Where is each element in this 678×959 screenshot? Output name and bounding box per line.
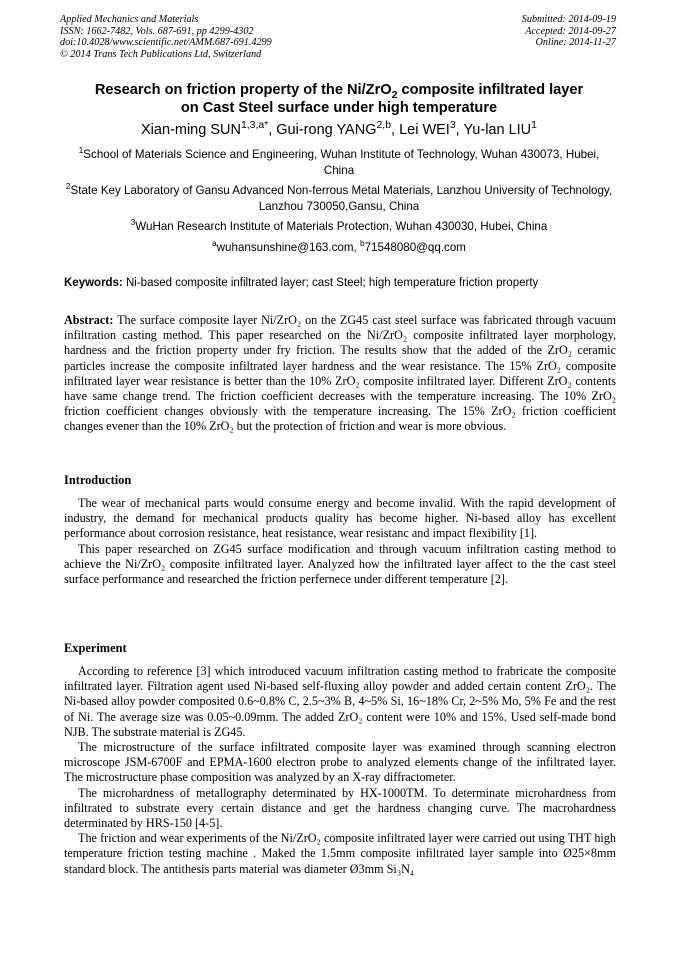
copyright-line: © 2014 Trans Tech Publications Ltd, Switzerland	[60, 48, 262, 60]
author-2-sep: ,	[391, 122, 400, 138]
email-b[interactable]: 71548080@qq.com	[364, 241, 466, 254]
journal-info	[60, 14, 272, 60]
keywords-label: Keywords:	[64, 277, 123, 289]
submitted-date: Submitted: 2014-09-19	[521, 14, 616, 25]
accepted-date: Accepted: 2014-09-27	[525, 25, 616, 37]
keywords-line	[64, 276, 616, 291]
author-4-name: Yu-lan LIU	[463, 122, 532, 138]
keywords-text: Ni-based composite infiltrated layer; cast Steel; high temperature friction property	[122, 277, 539, 289]
title-line2: on Cast Steel surface under high temperature	[180, 100, 498, 116]
affiliation-3-text: WuHan Research Institute of Materials Protection, Wuhan 430030, Hubei, China	[135, 220, 548, 233]
exp-paragraph-4: The friction and wear experiments of the Ni/ZrO₂ composite infiltrated layer were carried out using THT high temperature friction testing machine . Maked the 1.5mm composite infiltrated layer sample into Ø25×8mm standard block. The antithesis parts material was diameter Ø3mm Si₃N₄	[64, 831, 616, 876]
author-4-sup: 1	[531, 120, 537, 132]
affiliation-1	[64, 147, 614, 178]
introduction-heading: Introduction	[64, 473, 132, 487]
abstract-label: Abstract:	[64, 313, 114, 327]
author-3-name: Lei WEI	[399, 122, 450, 138]
introduction-body	[64, 496, 616, 587]
author-2-sup: 2,b	[376, 120, 391, 132]
affiliation-2-text: State Key Laboratory of Gansu Advanced Non-ferrous Metal Materials, Lanzhou University of Technology, Lanzhou 730050,Gansu, China	[70, 184, 613, 213]
paper-title	[40, 81, 638, 117]
author-1-sep: ,	[268, 122, 277, 138]
exp-paragraph-2: The microstructure of the surface infiltrated composite layer was examined through scanning electron microscope JSM-6700F and EPMA-1600 electron probe to analyzed elements change of the infiltrated layer. The microstructure phase composition was analyzed by an X-ray diffractometer.	[64, 740, 616, 785]
author-list	[40, 121, 638, 139]
affiliation-1-text: School of Materials Science and Engineering, Wuhan Institute of Technology, Wuhan 430073, Hubei, China	[83, 148, 600, 177]
issn-line: ISSN: 1662-7482, Vols. 687-691, pp 4299-4302	[60, 25, 254, 37]
title-line1-pre: Research on friction property of the Ni/ZrO	[94, 82, 392, 98]
experiment-body	[64, 664, 616, 877]
title-line1-post: composite infiltrated layer	[397, 82, 584, 98]
affiliation-2	[64, 183, 614, 214]
email-a-sup: a	[212, 238, 217, 249]
intro-paragraph-2: This paper researched on ZG45 surface modification and through vacuum infiltration casting method to achieve the Ni/ZrO₂ composite infiltrated layer. Analyzed how the infiltrated layer affect to the the cast steel surface performance and researched the friction perfernece under different temperature [2].	[64, 541, 616, 587]
author-emails	[64, 240, 614, 255]
online-date: Online: 2014-11-27	[535, 37, 616, 49]
exp-paragraph-3: The microhardness of metallography determinated by HX-1000TM. To determinate microhardness from infiltrated to substrate every certain distance and get the hardness changing curve. The macrohardness determinated by HRS-150 [4-5].	[64, 785, 616, 831]
email-sep: ,	[353, 241, 360, 254]
email-a[interactable]: wuhansunshine@163.com	[216, 241, 354, 254]
abstract-paragraph	[64, 313, 616, 435]
journal-name: Applied Mechanics and Materials	[60, 14, 199, 25]
title-line1-sub: 2	[391, 88, 398, 101]
author-1-name: Xian-ming SUN	[141, 122, 241, 138]
exp-paragraph-1: According to reference [3] which introduced vacuum infiltration casting method to frabricate the composite infiltrated layer. Filtration agent used Ni-based self-fluxing alloy powder and added certain content ZrO₂. The Ni-based alloy powder composited 0.6~0.8% C, 2.5~3% B, 4~5% Si, 16~18% Cr, 2~5% Mo, 5% Fe and the rest of Ni. The average size was 0.05~0.09mm. The added ZrO₂ content were 10% and 15%. Used self-made bond NJB. The substrate material is ZG45.	[64, 664, 616, 739]
affiliation-1-sup: 1	[78, 145, 84, 156]
author-1-sup: 1,3,a*	[240, 120, 269, 132]
author-3-sup: 3	[449, 120, 456, 132]
author-2-name: Gui-rong YANG	[276, 122, 377, 138]
submission-dates	[522, 14, 616, 49]
intro-paragraph-1: The wear of mechanical parts would consume energy and become invalid. With the rapid development of industry, the demand for mechanical products quality has become higher. Ni-based alloy has excellent performance about corrosion resistance, heat resistance, wear resistanc and impact flexibility [1].	[64, 496, 616, 541]
author-3-sep: ,	[455, 122, 464, 138]
doi-line[interactable]: doi:10.4028/www.scientific.net/AMM.687-691.4299	[60, 37, 272, 49]
abstract-text: The surface composite layer Ni/ZrO₂ on the ZG45 cast steel surface was fabricated through vacuum infiltration casting method. This paper researched on the Ni/ZrO₂ composite infiltrated layer morphology, hardness and the friction property under fry friction. The results show that the added of the ZrO₂ ceramic particles increase the composite infiltrated layer hardness and the wear resistance. The 15% ZrO₂ composite infiltrated layer wear resistance is better than the 10% ZrO₂ composite infiltrated layer. Different ZrO₂ contents have same change trend. The friction coefficient decreases with the temperature increasing. The 10% ZrO₂ friction coefficient changes obviously with the temperature increasing. The 15% ZrO₂ friction coefficient changes evener than the 10% ZrO₂ but the protection of friction and wear is more obvious.	[64, 313, 616, 434]
affiliation-3	[64, 219, 614, 235]
email-b-sup: b	[359, 238, 365, 249]
affiliation-3-sup: 3	[130, 217, 136, 228]
experiment-heading: Experiment	[64, 641, 127, 655]
affiliation-2-sup: 2	[65, 181, 71, 192]
